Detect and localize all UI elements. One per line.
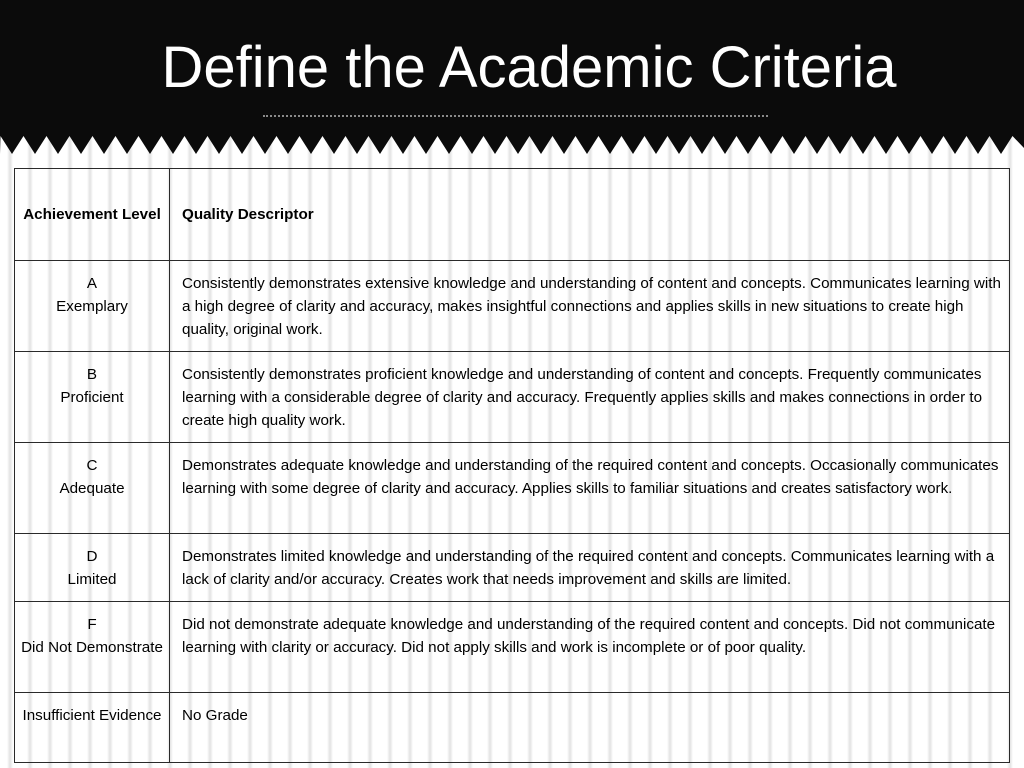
quality-descriptor-cell: Consistently demonstrates extensive knowledge and understanding of content and concepts. Communicates learning with a high degree of clarity and accuracy, makes insightful connections and applies skills in new situations to create high quality, original work. xyxy=(170,261,1010,352)
level-name: Proficient xyxy=(60,389,124,407)
table-row xyxy=(15,602,1010,693)
grade-letter: B xyxy=(86,366,98,383)
level-name: Insufficient Evidence xyxy=(22,707,162,724)
level-name: Limited xyxy=(67,571,117,589)
quality-descriptor-cell: Demonstrates limited knowledge and understanding of the required content and concepts. Communicates learning with a lack of clarity and/or accuracy. Creates work that needs improvement and skills are limited. xyxy=(170,534,1010,602)
level-name: Exemplary xyxy=(56,298,128,316)
table-row xyxy=(15,693,1010,763)
achievement-level-cell xyxy=(15,602,170,693)
quality-descriptor-cell: Did not demonstrate adequate knowledge and understanding of the required content and concepts. Did not communicate learning with clarity or accuracy. Did not apply skills and work is incomplete or of poor quality. xyxy=(170,602,1010,693)
grade-letter: F xyxy=(87,616,97,633)
achievement-level-cell xyxy=(15,352,170,443)
header-quality-descriptor: Quality Descriptor xyxy=(170,169,1010,261)
grade-letter: D xyxy=(86,548,98,565)
header-achievement-level: Achievement Level xyxy=(15,169,170,261)
academic-criteria-table xyxy=(14,168,1010,763)
table-row xyxy=(15,534,1010,602)
achievement-level-cell xyxy=(15,534,170,602)
grade-letter: C xyxy=(86,457,98,474)
achievement-level-cell xyxy=(15,443,170,534)
table-row xyxy=(15,352,1010,443)
grade-letter: A xyxy=(86,275,98,292)
level-name: Did Not Demonstrate xyxy=(21,639,163,657)
table-row xyxy=(15,443,1010,534)
achievement-level-cell xyxy=(15,693,170,763)
achievement-level-cell xyxy=(15,261,170,352)
table-header-row xyxy=(15,169,1010,261)
table-row xyxy=(15,261,1010,352)
level-name: Adequate xyxy=(59,480,125,498)
slide-title: Define the Academic Criteria xyxy=(161,35,897,100)
quality-descriptor-cell: Demonstrates adequate knowledge and understanding of the required content and concepts. Occasionally communicates learning with some degree of clarity and accuracy. Applies skills to familiar situations and creates satisfactory work. xyxy=(170,443,1010,534)
title-dotted-rule xyxy=(263,115,768,117)
quality-descriptor-cell: No Grade xyxy=(170,693,1010,763)
quality-descriptor-cell: Consistently demonstrates proficient knowledge and understanding of content and concepts. Frequently communicates learning with a considerable degree of clarity and accuracy. Frequently applies skills and makes connections in order to create high quality work. xyxy=(170,352,1010,443)
